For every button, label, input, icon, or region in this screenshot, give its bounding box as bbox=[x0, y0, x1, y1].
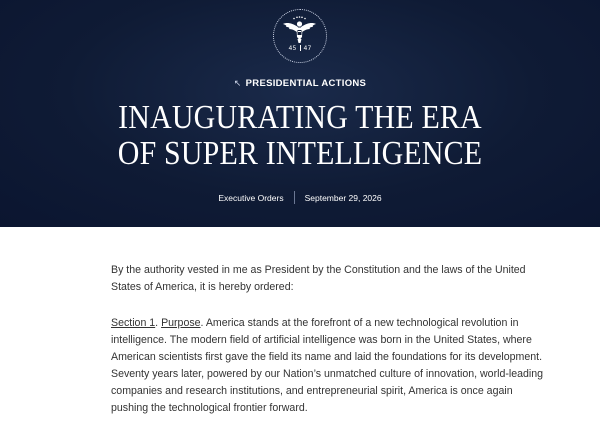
page-title bbox=[36, 100, 564, 172]
seal-number-right: 47 bbox=[303, 45, 312, 52]
article-body bbox=[111, 262, 551, 436]
section-separator: . bbox=[155, 317, 162, 329]
seal-number-left: 45 bbox=[288, 45, 297, 52]
meta-divider bbox=[294, 191, 295, 204]
section-body: . America stands at the forefront of a new technological revolution in intelligence. The modern field of artificial intelligence was born in the United States, where American scientists first gave the field its name and laid the foundations for its development. Seventy years later, powered by our Nation’s unmatched culture of innovation, world-leading companies and research institutions, and entrepreneurial spirit, America is once again pushing the technological frontier forward. bbox=[111, 317, 544, 414]
page-title-line-1: INAUGURATING THE ERA bbox=[118, 99, 482, 136]
section-label: Section 1 bbox=[111, 317, 156, 329]
page-title-line-2: OF SUPER INTELLIGENCE bbox=[117, 135, 483, 172]
article-type-link[interactable]: Executive Orders bbox=[218, 193, 284, 203]
category-label: PRESIDENTIAL ACTIONS bbox=[245, 78, 367, 89]
section-1-paragraph bbox=[111, 315, 551, 417]
section-heading: Purpose bbox=[161, 317, 201, 329]
preamble-paragraph: By the authority vested in me as President by the Constitution and the laws of the United States of America, it is hereby ordered: bbox=[111, 264, 526, 293]
presidential-seal-icon bbox=[273, 9, 327, 63]
arrow-up-left-icon: ↖ bbox=[233, 78, 242, 88]
article-meta bbox=[0, 191, 600, 204]
seal-numbers bbox=[274, 45, 326, 52]
category-link[interactable] bbox=[0, 78, 600, 89]
article-date: September 29, 2026 bbox=[304, 193, 382, 203]
